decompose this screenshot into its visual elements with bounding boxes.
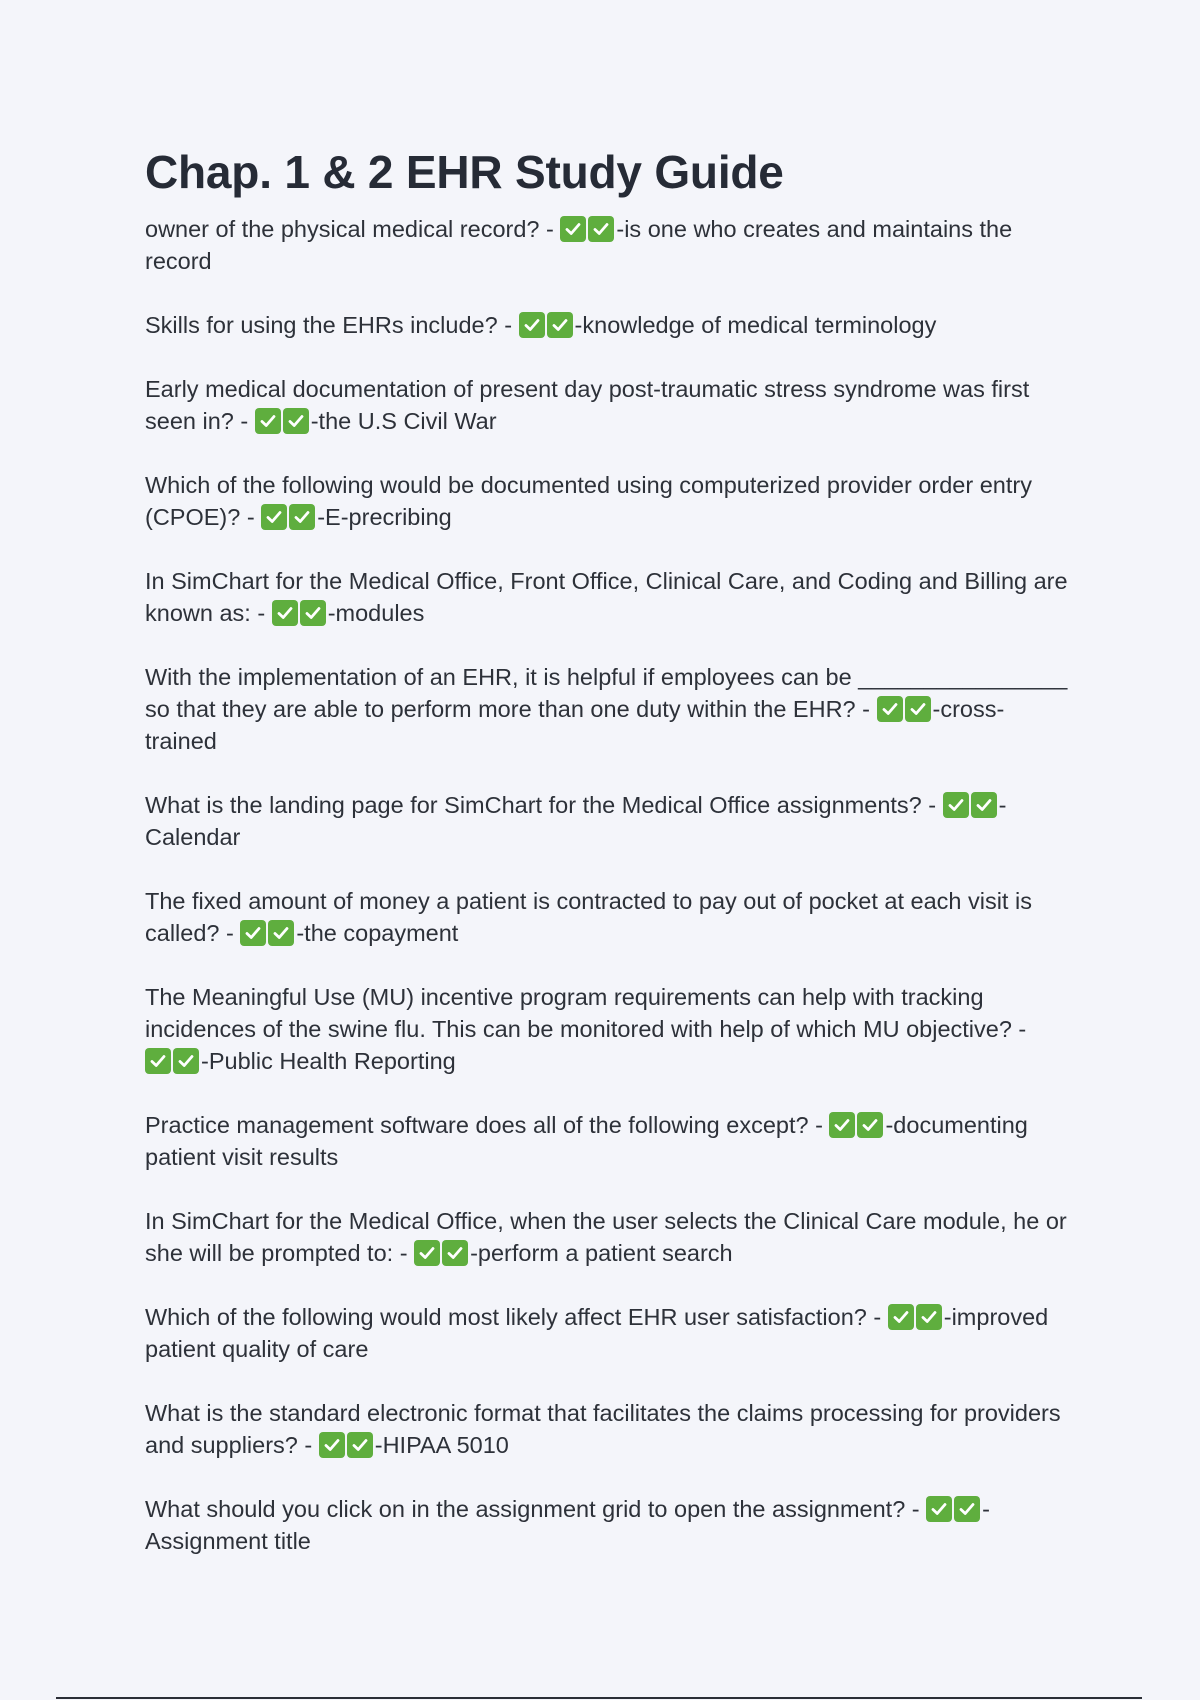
check-mark-icon: [319, 1432, 345, 1458]
answer-marker: [943, 792, 999, 818]
qa-list: [145, 213, 1075, 1557]
answer-marker: [145, 1048, 201, 1074]
question-text: owner of the physical medical record? -: [145, 216, 554, 242]
qa-item: [145, 1109, 1075, 1173]
question-text: In SimChart for the Medical Office, Front Office, Clinical Care, and Coding and Billing are known as: -: [145, 568, 1068, 626]
check-mark-icon: [289, 504, 315, 530]
check-mark-icon: [588, 216, 614, 242]
check-mark-icon: [300, 600, 326, 626]
check-mark-icon: [916, 1304, 942, 1330]
check-mark-icon: [877, 696, 903, 722]
qa-item: [145, 1205, 1075, 1269]
answer-text: -perform a patient search: [470, 1240, 733, 1266]
answer-marker: [255, 408, 311, 434]
answer-marker: [240, 920, 296, 946]
answer-text: -E-precribing: [317, 504, 452, 530]
answer-marker: [877, 696, 933, 722]
check-mark-icon: [954, 1496, 980, 1522]
answer-marker: [261, 504, 317, 530]
answer-text: -the copayment: [296, 920, 459, 946]
answer-marker: [319, 1432, 375, 1458]
check-mark-icon: [943, 792, 969, 818]
qa-item: [145, 981, 1075, 1077]
qa-item: [145, 1493, 1075, 1557]
qa-item: [145, 661, 1075, 757]
check-mark-icon: [268, 920, 294, 946]
check-mark-icon: [547, 312, 573, 338]
check-mark-icon: [829, 1112, 855, 1138]
qa-item: [145, 213, 1075, 277]
qa-item: [145, 469, 1075, 533]
answer-marker: [414, 1240, 470, 1266]
answer-text: -HIPAA 5010: [374, 1432, 509, 1458]
document-page: [145, 143, 1075, 1589]
answer-text: -Assignment title: [145, 1496, 990, 1554]
question-text: In SimChart for the Medical Office, when the user selects the Clinical Care module, he or she will be prompted to: -: [145, 1208, 1067, 1266]
check-mark-icon: [926, 1496, 952, 1522]
question-text: Skills for using the EHRs include? -: [145, 312, 513, 338]
answer-marker: [519, 312, 575, 338]
answer-text: -improved patient quality of care: [145, 1304, 1049, 1362]
qa-item: [145, 373, 1075, 437]
answer-text: -Calendar: [145, 792, 1007, 850]
page-divider: [56, 1697, 1142, 1699]
check-mark-icon: [905, 696, 931, 722]
answer-text: -documenting patient visit results: [145, 1112, 1028, 1170]
answer-text: -the U.S Civil War: [310, 408, 497, 434]
question-text: Which of the following would be documented using computerized provider order entry (CPOE)? -: [145, 472, 1032, 530]
answer-marker: [926, 1496, 982, 1522]
check-mark-icon: [255, 408, 281, 434]
check-mark-icon: [519, 312, 545, 338]
question-text: The fixed amount of money a patient is contracted to pay out of pocket at each visit is called? -: [145, 888, 1032, 946]
question-text: What should you click on in the assignment grid to open the assignment? -: [145, 1496, 920, 1522]
check-mark-icon: [560, 216, 586, 242]
check-mark-icon: [888, 1304, 914, 1330]
check-mark-icon: [442, 1240, 468, 1266]
answer-marker: [829, 1112, 885, 1138]
qa-item: [145, 1397, 1075, 1461]
check-mark-icon: [347, 1432, 373, 1458]
page-title: Chap. 1 & 2 EHR Study Guide: [145, 146, 784, 198]
check-mark-icon: [173, 1048, 199, 1074]
question-text: With the implementation of an EHR, it is helpful if employees can be ________________ so that they are able to perform more than one duty within the EHR? -: [145, 664, 1068, 722]
question-text: Which of the following would most likely affect EHR user satisfaction? -: [145, 1304, 882, 1330]
answer-text: -Public Health Reporting: [201, 1048, 456, 1074]
check-mark-icon: [283, 408, 309, 434]
qa-item: [145, 565, 1075, 629]
check-mark-icon: [272, 600, 298, 626]
question-text: Practice management software does all of the following except? -: [145, 1112, 823, 1138]
question-text: What is the standard electronic format that facilitates the claims processing for providers and suppliers? -: [145, 1400, 1061, 1458]
check-mark-icon: [414, 1240, 440, 1266]
answer-marker: [888, 1304, 944, 1330]
answer-text: -is one who creates and maintains the record: [145, 216, 1013, 274]
answer-text: -modules: [327, 600, 425, 626]
answer-text: -knowledge of medical terminology: [574, 312, 937, 338]
question-text: What is the landing page for SimChart for the Medical Office assignments? -: [145, 792, 937, 818]
answer-text: -cross-trained: [145, 696, 1005, 754]
question-text: The Meaningful Use (MU) incentive program requirements can help with tracking incidences of the swine flu. This can be monitored with help of which MU objective? -: [145, 984, 1027, 1042]
answer-marker: [560, 216, 616, 242]
check-mark-icon: [971, 792, 997, 818]
qa-item: [145, 789, 1075, 853]
qa-item: [145, 1301, 1075, 1365]
qa-item: [145, 309, 1075, 341]
check-mark-icon: [145, 1048, 171, 1074]
answer-marker: [272, 600, 328, 626]
check-mark-icon: [261, 504, 287, 530]
qa-item: [145, 885, 1075, 949]
check-mark-icon: [240, 920, 266, 946]
check-mark-icon: [857, 1112, 883, 1138]
question-text: Early medical documentation of present day post-traumatic stress syndrome was first seen in? -: [145, 376, 1030, 434]
